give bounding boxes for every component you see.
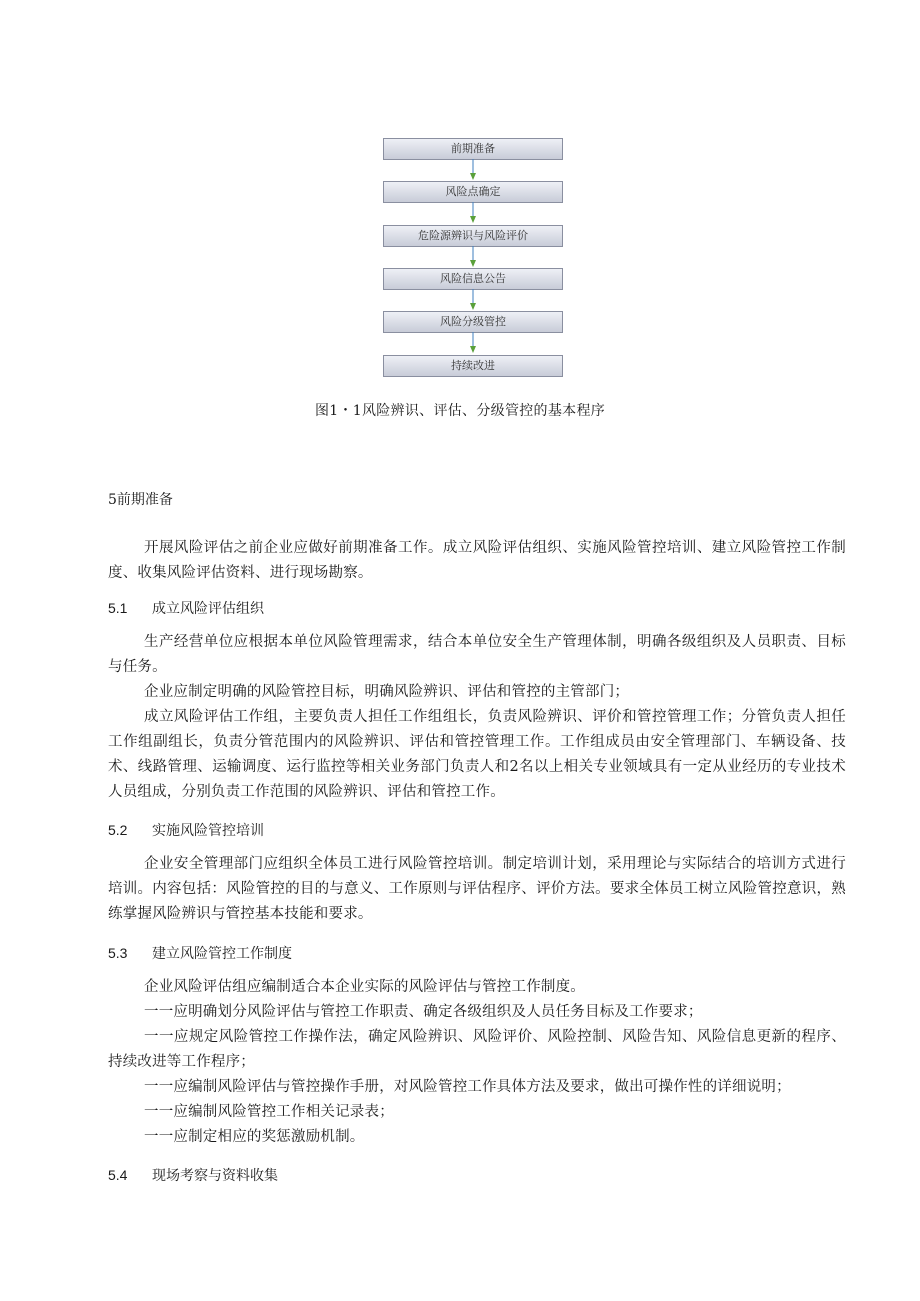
section-5-2-heading	[108, 820, 264, 840]
flow-step-4: 风险信息公告	[383, 268, 563, 290]
section-5-intro: 开展风险评估之前企业应做好前期准备工作。成立风险评估组织、实施风险管控培训、建立风险管控工作制度、收集风险评估资料、进行现场勘察。	[108, 540, 846, 581]
s51-paragraph-3: 成立风险评估工作组，主要负责人担任工作组组长，负责风险辨识、评价和管控管理工作；分管负责人担任工作组副组长，负责分管范围内的风险辨识、评估和管控管理工作。工作组成员由安全管理部门、车辆设备、技术、线路管理、运输调度、运行监控等相关业务部门负责人和2名以上相关专业领域具有一定从业经历的专业技术人员组成，分别负责工作范围的风险辨识、评估和管控工作。	[108, 709, 846, 800]
flow-arrow-2	[470, 202, 476, 224]
section-number: 5.2	[108, 822, 128, 838]
s53-item-3: 一一应编制风险评估与管控操作手册，对风险管控工作具体方法及要求，做出可操作性的详细说明；	[144, 1079, 791, 1095]
flow-arrow-3	[470, 246, 476, 268]
s51-paragraph-1: 生产经营单位应根据本单位风险管理需求，结合本单位安全生产管理体制，明确各级组织及人员职责、目标与任务。	[108, 634, 846, 675]
flow-arrow-1	[470, 159, 476, 181]
section-number: 5.1	[108, 600, 128, 616]
section-5-3-heading	[108, 943, 292, 963]
section-5-4-heading	[108, 1165, 278, 1185]
flow-step-5: 风险分级管控	[383, 311, 563, 333]
section-title: 实施风险管控培训	[152, 823, 264, 839]
s53-item-5: 一一应制定相应的奖惩激励机制。	[144, 1129, 365, 1145]
section-5-1-heading	[108, 598, 264, 618]
flowchart	[383, 130, 563, 378]
flow-arrow-5	[470, 332, 476, 354]
figure-caption: 图1・1风险辨识、评估、分级管控的基本程序	[314, 403, 606, 419]
flow-step-1: 前期准备	[383, 138, 563, 160]
section-title: 现场考察与资料收集	[152, 1168, 278, 1184]
flow-step-2: 风险点确定	[383, 181, 563, 203]
section-5-heading: 5前期准备	[108, 492, 173, 508]
s51-paragraph-2: 企业应制定明确的风险管控目标，明确风险辨识、评估和管控的主管部门；	[144, 684, 630, 700]
section-number: 5.3	[108, 945, 128, 961]
s53-item-2: 一一应规定风险管控工作操作法，确定风险辨识、风险评价、风险控制、风险告知、风险信息更新的程序、持续改进等工作程序；	[108, 1029, 846, 1070]
section-title: 建立风险管控工作制度	[152, 946, 292, 962]
s53-paragraph-1: 企业风险评估组应编制适合本企业实际的风险评估与管控工作制度。	[144, 979, 585, 995]
section-number: 5.4	[108, 1167, 128, 1183]
flow-step-6: 持续改进	[383, 355, 563, 377]
s52-paragraph-1: 企业安全管理部门应组织全体员工进行风险管控培训。制定培训计划，采用理论与实际结合的培训方式进行培训。内容包括：风险管控的目的与意义、工作原则与评估程序、评价方法。要求全体员工树立风险管控意识，熟练掌握风险辨识与管控基本技能和要求。	[108, 856, 846, 922]
s53-item-4: 一一应编制风险管控工作相关记录表；	[144, 1104, 394, 1120]
s53-item-1: 一一应明确划分风险评估与管控工作职责、确定各级组织及人员任务目标及工作要求；	[144, 1004, 703, 1020]
flow-step-3: 危险源辨识与风险评价	[383, 225, 563, 247]
section-title: 成立风险评估组织	[152, 601, 264, 617]
flow-arrow-4	[470, 289, 476, 311]
